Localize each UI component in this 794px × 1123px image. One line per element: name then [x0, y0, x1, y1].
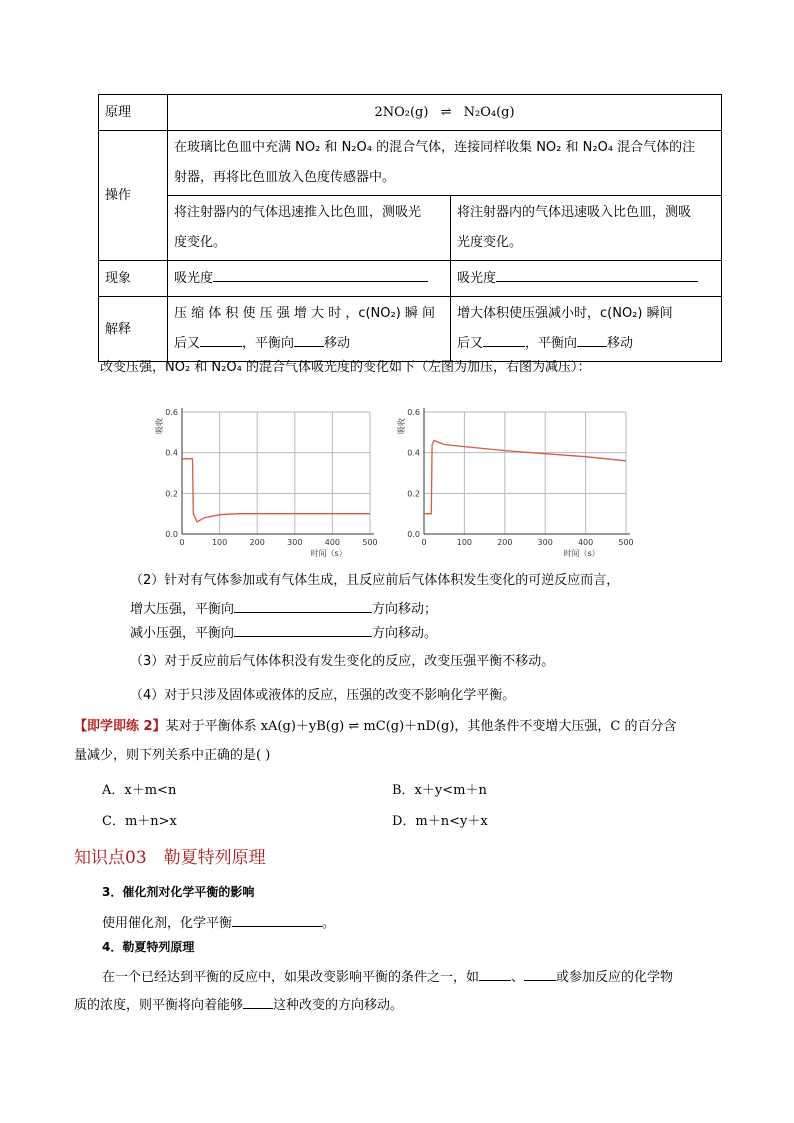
- x-tick-label: 500: [362, 538, 378, 547]
- absorbance-series-line: [182, 459, 370, 522]
- explanation-line: [457, 329, 715, 359]
- x-tick-label: 200: [249, 538, 265, 547]
- explanation-text: 后又: [457, 336, 484, 351]
- subheading-catalyst: 3．催化剂对化学平衡的影响: [102, 885, 255, 899]
- x-tick-label: 0: [421, 538, 427, 547]
- table-row: [99, 196, 722, 261]
- x-axis-label: 时间（s）: [563, 549, 600, 558]
- point-text: 减小压强，平衡向: [130, 626, 235, 641]
- absorbance-label: 吸光度: [457, 271, 497, 286]
- point-text: 增大压强，平衡向: [130, 602, 235, 617]
- y-tick-label: 0.2: [165, 489, 178, 499]
- x-tick-label: 500: [618, 538, 634, 547]
- y-tick-label: 0.4: [165, 448, 178, 458]
- exercise-tag: 【即学即练 2】: [74, 719, 166, 734]
- explanation-text: ，平衡向: [525, 336, 578, 351]
- x-axis-label: 时间（s）: [310, 549, 347, 558]
- operation-line: 射器，再将比色皿放入色度传感器中。: [174, 170, 396, 185]
- explanation-text: 移动: [607, 336, 634, 351]
- row-label-principle: 原理: [99, 95, 168, 131]
- x-tick-label: 100: [456, 538, 473, 547]
- phenomenon-expand: [451, 261, 722, 297]
- option-d[interactable]: D．m＋n<y＋x: [392, 814, 488, 829]
- equation-left: 2NO₂(g): [374, 105, 429, 120]
- operation-expand-line: 光度变化。: [457, 235, 523, 250]
- exercise-question: [74, 715, 734, 734]
- le-chatelier-text: 、: [511, 970, 525, 985]
- explanation-text: ，平衡向: [242, 336, 295, 351]
- answer-blank[interactable]: [232, 912, 322, 927]
- catalyst-text-part: 使用催化剂，化学平衡: [102, 916, 233, 931]
- le-chatelier-text: 这种改变的方向移动。: [273, 998, 404, 1013]
- le-chatelier-line: [102, 966, 673, 985]
- y-tick-label: 0.0: [407, 530, 420, 539]
- absorbance-series-line: [424, 441, 626, 514]
- explanation-text: 移动: [324, 336, 351, 351]
- y-axis-label: 吸收: [397, 418, 406, 434]
- x-tick-label: 0: [179, 538, 185, 547]
- chart-depressurize: [392, 398, 637, 563]
- chart-pressurize: [150, 398, 385, 563]
- chart-svg: [392, 398, 637, 563]
- y-tick-label: 0.2: [407, 489, 420, 499]
- answer-blank[interactable]: [524, 966, 556, 981]
- equation-right: N₂O₄(g): [463, 105, 515, 120]
- x-tick-label: 400: [577, 538, 594, 547]
- reaction-equation: [168, 95, 722, 131]
- explanation-line: 压 缩 体 积 使 压 强 增 大 时 ，c(NO₂) 瞬 间: [174, 306, 436, 321]
- point-3: （3）对于反应前后气体体积没有发生变化的反应，改变压强平衡不移动。: [130, 654, 555, 669]
- table-row: [99, 297, 722, 362]
- y-tick-label: 0.0: [165, 530, 178, 539]
- answer-blank[interactable]: [496, 267, 698, 282]
- y-tick-label: 0.4: [407, 448, 420, 458]
- point-2-line: [130, 598, 437, 617]
- answer-blank[interactable]: [234, 622, 372, 637]
- table-row: [99, 131, 722, 196]
- operation-compress-line: 将注射器内的气体迅速推入比色皿，测吸光: [174, 205, 422, 220]
- answer-blank[interactable]: [483, 332, 525, 347]
- point-text: 方向移动；: [372, 602, 438, 617]
- exercise-text: 某对于平衡体系 xA(g)＋yB(g) ⇌ mC(g)＋nD(g)，其他条件不变增大压强，C 的百分含: [165, 719, 677, 734]
- point-4: （4）对于只涉及固体或液体的反应，压强的改变不影响化学平衡。: [130, 688, 516, 703]
- absorbance-label: 吸光度: [174, 271, 214, 286]
- operation-description: [168, 131, 722, 196]
- le-chatelier-text: 在一个已经达到平衡的反应中，如果改变影响平衡的条件之一，如: [102, 970, 480, 985]
- answer-blank[interactable]: [479, 966, 511, 981]
- point-2-line: （2）针对有气体参加或有气体生成，且反应前后气体体积发生变化的可逆反应而言，: [130, 573, 620, 588]
- y-tick-label: 0.6: [165, 408, 178, 417]
- x-tick-label: 400: [324, 538, 341, 547]
- x-tick-label: 200: [497, 538, 513, 547]
- intro-text: 改变压强，NO₂ 和 N₂O₄ 的混合气体吸光度的变化如下（左图为加压，右图为减压）：: [100, 360, 591, 375]
- option-c[interactable]: C．m＋n>x: [102, 814, 177, 829]
- row-label-operation: 操作: [99, 131, 168, 261]
- table-row: [99, 95, 722, 131]
- point-text: 方向移动。: [372, 626, 438, 641]
- chart-svg: [150, 398, 385, 563]
- option-a[interactable]: A．x＋m<n: [102, 783, 177, 798]
- answer-blank[interactable]: [213, 267, 428, 282]
- table-row: [99, 261, 722, 297]
- experiment-table: [98, 94, 722, 362]
- catalyst-text: [102, 912, 335, 931]
- explanation-text: 后又: [174, 336, 201, 351]
- row-label-phenomenon: 现象: [99, 261, 168, 297]
- section-heading: 知识点03 勒夏特列原理: [74, 848, 266, 868]
- le-chatelier-text: 或参加反应的化学物: [556, 970, 674, 985]
- answer-blank[interactable]: [294, 332, 324, 347]
- point-2-line: [130, 622, 437, 641]
- x-tick-label: 300: [537, 538, 553, 547]
- option-b[interactable]: B．x＋y<m＋n: [392, 783, 487, 798]
- operation-line: 在玻璃比色皿中充满 NO₂ 和 N₂O₄ 的混合气体，连接同样收集 NO₂ 和 N₂O₄ 混合气体的注: [174, 140, 696, 155]
- x-tick-label: 100: [211, 538, 228, 547]
- answer-blank[interactable]: [577, 332, 607, 347]
- operation-expand-line: 将注射器内的气体迅速吸入比色皿，测吸: [457, 205, 692, 220]
- explanation-line: 增大体积使压强减小时，c(NO₂) 瞬间: [457, 306, 673, 321]
- answer-blank[interactable]: [243, 994, 273, 1009]
- operation-expand: [451, 196, 722, 261]
- equilibrium-arrow: ⇌: [440, 105, 452, 120]
- phenomenon-compress: [168, 261, 451, 297]
- operation-compress: [168, 196, 451, 261]
- catalyst-text-part: 。: [322, 916, 336, 931]
- x-tick-label: 300: [287, 538, 303, 547]
- answer-blank[interactable]: [200, 332, 242, 347]
- y-tick-label: 0.6: [407, 408, 420, 417]
- explanation-expand: [451, 297, 722, 362]
- exercise-text-line2: 量减少，则下列关系中正确的是( ): [74, 748, 271, 763]
- explanation-compress: [168, 297, 451, 362]
- answer-blank[interactable]: [234, 598, 372, 613]
- operation-compress-line: 度变化。: [174, 235, 227, 250]
- row-label-explanation: 解释: [99, 297, 168, 362]
- le-chatelier-line: [74, 994, 403, 1013]
- subheading-le-chatelier: 4．勒夏特列原理: [102, 940, 195, 954]
- y-axis-label: 吸收: [155, 418, 164, 434]
- le-chatelier-text: 质的浓度，则平衡将向着能够: [74, 998, 244, 1013]
- explanation-line: [174, 329, 444, 359]
